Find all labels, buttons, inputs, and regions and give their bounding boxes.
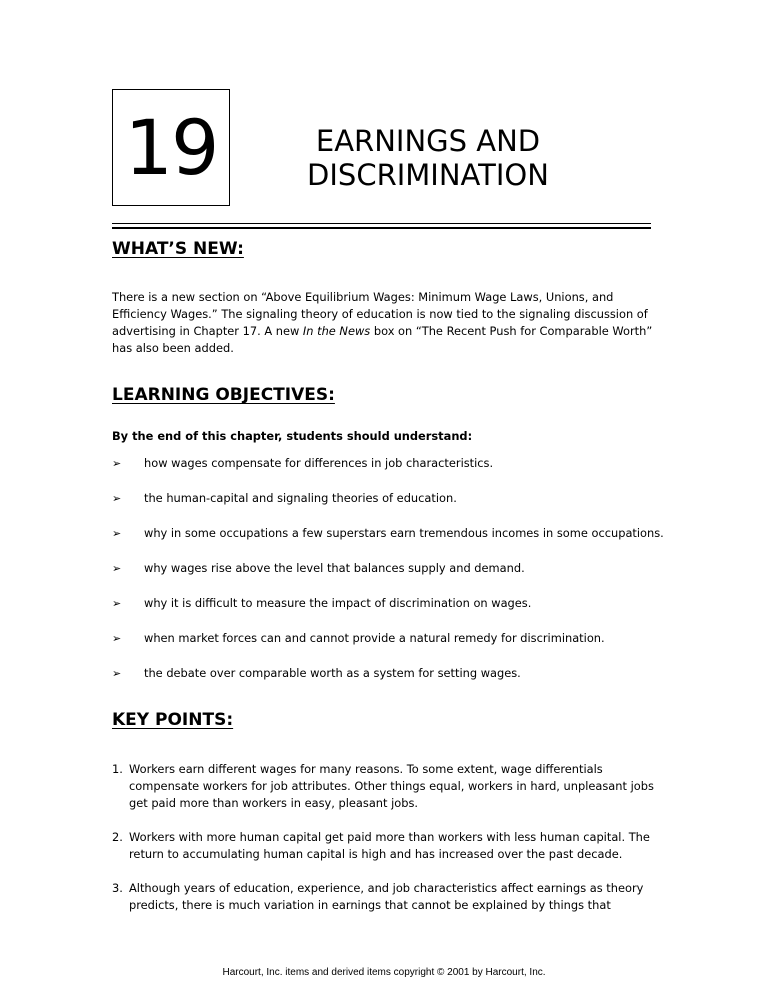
key-point-number: 1.: [112, 762, 123, 776]
key-point-text: Workers with more human capital get paid more than workers with less human capital. The return to accumulating human capital is high and has increased over the past decade.: [129, 830, 650, 861]
objective-text: why wages rise above the level that balances supply and demand.: [144, 561, 525, 575]
whats-new-text-1: There is a new section on “Above Equilibrium Wages: Minimum Wage Laws, Unions, and Efficiency Wages.” The signaling theory of education is now tied to the signaling discussion of advertising in Chapter 17. A new: [112, 290, 648, 338]
copyright-footer: Harcourt, Inc. items and derived items copyright © 2001 by Harcourt, Inc.: [222, 967, 546, 978]
arrow-bullet-icon: ➢: [112, 457, 122, 470]
key-point-text: Workers earn different wages for many reasons. To some extent, wage differentials compensate workers for job attributes. Other things equal, workers in hard, unpleasant jobs get paid more than workers in easy, pleasant jobs.: [129, 762, 654, 810]
arrow-bullet-icon: ➢: [112, 597, 122, 610]
whats-new-text-2: box on “The Recent Push for Comparable Worth” has also been added.: [112, 324, 653, 355]
arrow-bullet-icon: ➢: [112, 492, 122, 505]
key-point-text: Although years of education, experience, and job characteristics affect earnings as theory predicts, there is much variation in earnings that cannot be explained by things that: [129, 881, 644, 912]
key-point-number: 3.: [112, 881, 123, 895]
objective-item: [112, 560, 672, 595]
arrow-bullet-icon: ➢: [112, 632, 122, 645]
learning-objectives-intro: By the end of this chapter, students should understand:: [112, 429, 473, 443]
header-divider-thin: [112, 223, 651, 224]
objective-item: [112, 525, 672, 560]
objective-text: the human-capital and signaling theories of education.: [144, 491, 457, 505]
objective-text: how wages compensate for differences in job characteristics.: [144, 456, 494, 470]
objective-item: [112, 630, 672, 665]
header-divider-thick: [112, 227, 651, 229]
chapter-number-box: [112, 89, 230, 206]
chapter-title-line1: EARNINGS AND: [315, 124, 541, 158]
objective-text: the debate over comparable worth as a system for setting wages.: [144, 666, 521, 680]
objective-text: why it is difficult to measure the impact of discrimination on wages.: [144, 596, 532, 610]
objective-item: [112, 665, 672, 700]
chapter-title-line2: DISCRIMINATION: [307, 158, 549, 192]
chapter-title: [270, 124, 586, 192]
learning-objectives-list: [112, 455, 672, 700]
whats-new-paragraph: [112, 289, 657, 357]
learning-objectives-heading: LEARNING OBJECTIVES:: [112, 385, 335, 405]
objective-text: when market forces can and cannot provide a natural remedy for discrimination.: [144, 631, 605, 645]
arrow-bullet-icon: ➢: [112, 527, 122, 540]
objective-item: [112, 455, 672, 490]
objective-text: why in some occupations a few superstars earn tremendous incomes in some occupations.: [144, 526, 664, 540]
whats-new-heading: WHAT’S NEW:: [112, 239, 244, 259]
arrow-bullet-icon: ➢: [112, 562, 122, 575]
arrow-bullet-icon: ➢: [112, 667, 122, 680]
objective-item: [112, 595, 672, 630]
chapter-number: 19: [124, 102, 218, 192]
key-points-heading: KEY POINTS:: [112, 710, 234, 730]
whats-new-italic: In the News: [302, 324, 371, 338]
objective-item: [112, 490, 672, 525]
key-point-number: 2.: [112, 830, 123, 844]
